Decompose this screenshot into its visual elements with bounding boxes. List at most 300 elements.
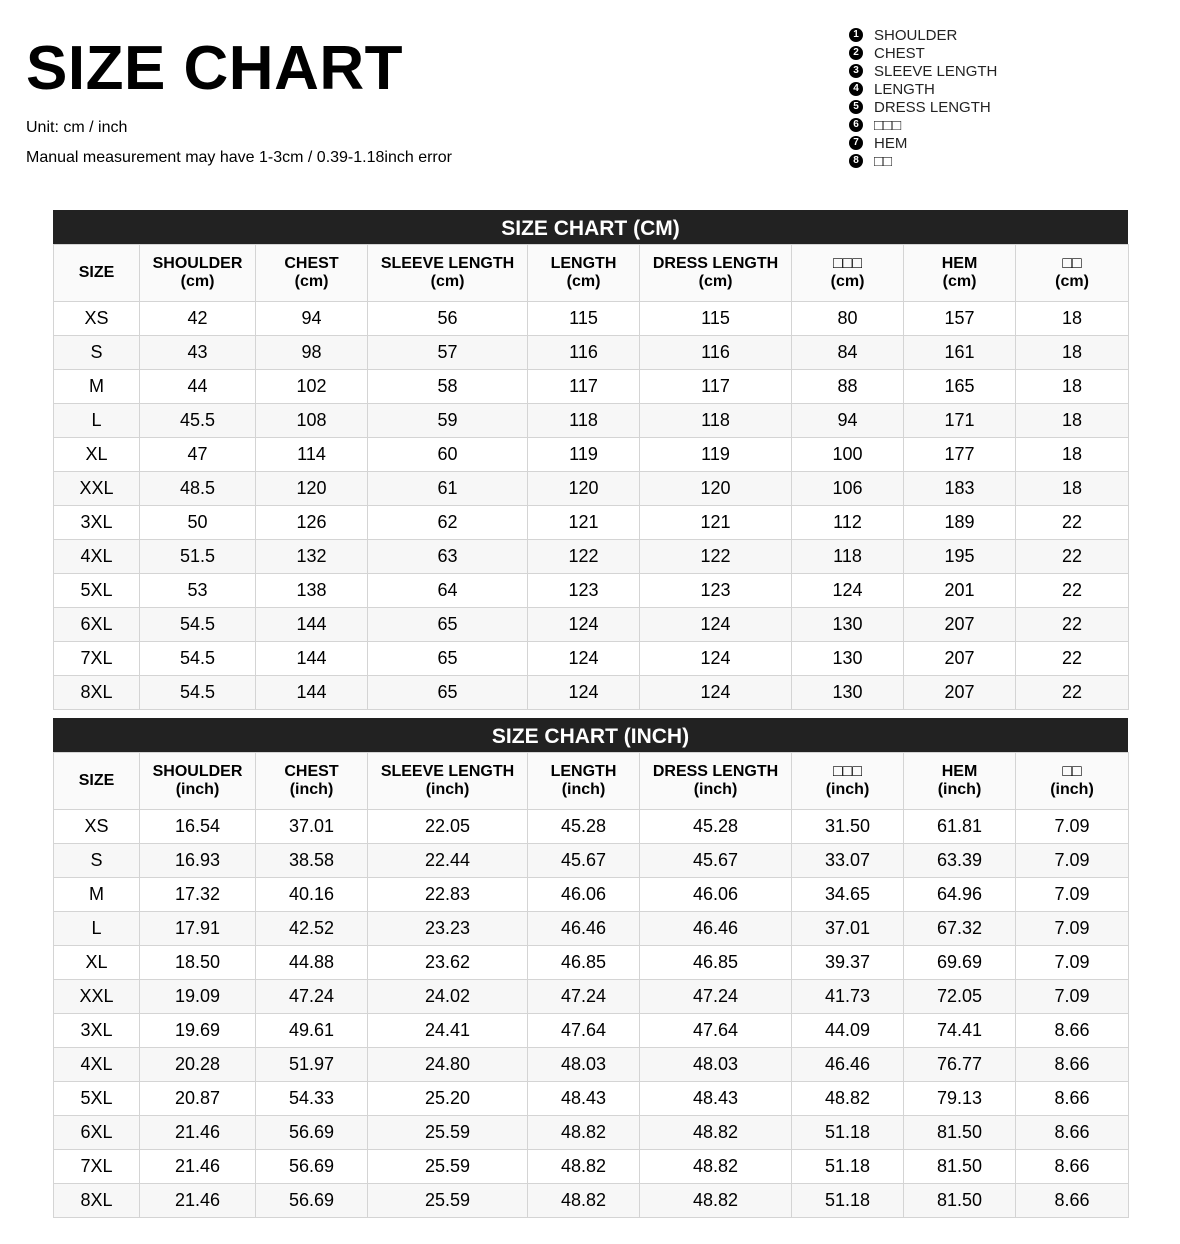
legend-label: DRESS LENGTH bbox=[874, 98, 991, 116]
measurement-note: Manual measurement may have 1-3cm / 0.39-1.18inch error bbox=[26, 149, 452, 166]
table-cell: 81.50 bbox=[904, 1184, 1016, 1218]
table-row bbox=[54, 946, 1129, 980]
legend-item bbox=[849, 98, 997, 116]
size-cell: M bbox=[54, 878, 140, 912]
table-cell: 65 bbox=[368, 676, 528, 710]
legend-item bbox=[849, 116, 997, 134]
table-cell: 65 bbox=[368, 642, 528, 676]
column-header bbox=[528, 245, 640, 302]
table-cell: 16.93 bbox=[140, 844, 256, 878]
legend-label: SHOULDER bbox=[874, 26, 958, 44]
table-cell: 47.24 bbox=[256, 980, 368, 1014]
table-cell: 108 bbox=[256, 404, 368, 438]
table-cell: 123 bbox=[528, 574, 640, 608]
table-cell: 48.82 bbox=[528, 1150, 640, 1184]
table-cell: 48.82 bbox=[528, 1116, 640, 1150]
table-cell: 25.20 bbox=[368, 1082, 528, 1116]
table-cell: 94 bbox=[256, 302, 368, 336]
table-cell: 38.58 bbox=[256, 844, 368, 878]
table-cell: 94 bbox=[792, 404, 904, 438]
table-cell: 60 bbox=[368, 438, 528, 472]
table-cell: 45.67 bbox=[640, 844, 792, 878]
column-header bbox=[792, 245, 904, 302]
column-header-unit: (cm) bbox=[698, 273, 733, 290]
table-row bbox=[54, 1116, 1129, 1150]
table-cell: 46.06 bbox=[528, 878, 640, 912]
table-cell: 22 bbox=[1016, 540, 1129, 574]
table-cell: 54.5 bbox=[140, 642, 256, 676]
table-cell: 22 bbox=[1016, 608, 1129, 642]
column-header bbox=[640, 753, 792, 810]
legend-label: CHEST bbox=[874, 44, 925, 62]
table-cell: 22 bbox=[1016, 642, 1129, 676]
table-cell: 48.5 bbox=[140, 472, 256, 506]
number-6-icon: 6 bbox=[849, 118, 863, 132]
table-cell: 8.66 bbox=[1016, 1150, 1129, 1184]
column-header-unit: (inch) bbox=[561, 781, 606, 798]
column-header-unit: (cm) bbox=[566, 273, 601, 290]
size-cell: XXL bbox=[54, 980, 140, 1014]
table-cell: 56.69 bbox=[256, 1116, 368, 1150]
size-cell: 4XL bbox=[54, 1048, 140, 1082]
table-cell: 98 bbox=[256, 336, 368, 370]
table-cell: 63 bbox=[368, 540, 528, 574]
table-cell: 56.69 bbox=[256, 1150, 368, 1184]
size-cell: 3XL bbox=[54, 506, 140, 540]
table-cell: 45.5 bbox=[140, 404, 256, 438]
column-header-label: CHEST bbox=[284, 763, 339, 780]
size-chart-inch-section bbox=[53, 718, 1128, 1218]
table-cell: 61 bbox=[368, 472, 528, 506]
column-header-unit: (cm) bbox=[830, 273, 865, 290]
table-cell: 46.85 bbox=[528, 946, 640, 980]
size-cell: L bbox=[54, 912, 140, 946]
table-cell: 8.66 bbox=[1016, 1116, 1129, 1150]
table-cell: 114 bbox=[256, 438, 368, 472]
table-cell: 22.44 bbox=[368, 844, 528, 878]
table-row bbox=[54, 1184, 1129, 1218]
column-header-unit: (cm) bbox=[180, 273, 215, 290]
table-cell: 48.43 bbox=[528, 1082, 640, 1116]
table-cell: 24.02 bbox=[368, 980, 528, 1014]
table-cell: 116 bbox=[528, 336, 640, 370]
legend-label: HEM bbox=[874, 134, 908, 152]
table-cell: 41.73 bbox=[792, 980, 904, 1014]
table-cell: 44 bbox=[140, 370, 256, 404]
size-cell: S bbox=[54, 844, 140, 878]
table-cell: 106 bbox=[792, 472, 904, 506]
table-cell: 100 bbox=[792, 438, 904, 472]
table-row bbox=[54, 370, 1129, 404]
column-header bbox=[792, 753, 904, 810]
legend-item bbox=[849, 134, 997, 152]
column-header-label: LENGTH bbox=[550, 255, 617, 272]
unit-note: Unit: cm / inch bbox=[26, 119, 128, 136]
number-3-icon: 3 bbox=[849, 64, 863, 78]
table-cell: 8.66 bbox=[1016, 1184, 1129, 1218]
table-cell: 48.82 bbox=[528, 1184, 640, 1218]
column-header bbox=[1016, 753, 1129, 810]
column-header-unit: (inch) bbox=[693, 781, 738, 798]
table-cell: 51.18 bbox=[792, 1150, 904, 1184]
table-cell: 48.43 bbox=[640, 1082, 792, 1116]
number-8-icon: 8 bbox=[849, 154, 863, 168]
table-cell: 7.09 bbox=[1016, 912, 1129, 946]
table-cell: 31.50 bbox=[792, 810, 904, 844]
table-cell: 18.50 bbox=[140, 946, 256, 980]
table-cell: 18 bbox=[1016, 404, 1129, 438]
column-header-label: SIZE bbox=[78, 264, 115, 281]
table-cell: 22.83 bbox=[368, 878, 528, 912]
legend-item bbox=[849, 62, 997, 80]
table-cell: 51.18 bbox=[792, 1184, 904, 1218]
table-cell: 165 bbox=[904, 370, 1016, 404]
table-cell: 117 bbox=[640, 370, 792, 404]
table-cell: 34.65 bbox=[792, 878, 904, 912]
table-cell: 130 bbox=[792, 676, 904, 710]
table-cell: 59 bbox=[368, 404, 528, 438]
table-cell: 88 bbox=[792, 370, 904, 404]
table-cell: 201 bbox=[904, 574, 1016, 608]
table-cell: 54.33 bbox=[256, 1082, 368, 1116]
table-cell: 22 bbox=[1016, 676, 1129, 710]
table-cell: 51.18 bbox=[792, 1116, 904, 1150]
table-cell: 124 bbox=[640, 642, 792, 676]
table-cell: 24.80 bbox=[368, 1048, 528, 1082]
size-cell: 6XL bbox=[54, 608, 140, 642]
table-cell: 47.64 bbox=[640, 1014, 792, 1048]
table-cell: 17.32 bbox=[140, 878, 256, 912]
column-header bbox=[140, 753, 256, 810]
table-cell: 54.5 bbox=[140, 676, 256, 710]
table-cell: 22.05 bbox=[368, 810, 528, 844]
legend-item bbox=[849, 26, 997, 44]
column-header-unit: (inch) bbox=[1050, 781, 1094, 798]
table-header-row bbox=[54, 245, 1129, 302]
column-header-unit: (cm) bbox=[942, 273, 977, 290]
column-header-label: SIZE bbox=[78, 772, 115, 789]
table-cell: 18 bbox=[1016, 336, 1129, 370]
table-cell: 177 bbox=[904, 438, 1016, 472]
table-cell: 46.46 bbox=[528, 912, 640, 946]
table-cell: 117 bbox=[528, 370, 640, 404]
table-cell: 76.77 bbox=[904, 1048, 1016, 1082]
column-header-label: □□□ bbox=[833, 763, 862, 780]
table-cell: 56 bbox=[368, 302, 528, 336]
column-header-label: HEM bbox=[941, 255, 978, 272]
table-cell: 124 bbox=[792, 574, 904, 608]
legend-label: SLEEVE LENGTH bbox=[874, 62, 998, 80]
table-cell: 81.50 bbox=[904, 1150, 1016, 1184]
table-row bbox=[54, 608, 1129, 642]
column-header-label: DRESS LENGTH bbox=[652, 763, 779, 780]
table-cell: 48.82 bbox=[640, 1116, 792, 1150]
legend-label: □□□ bbox=[874, 116, 902, 134]
table-cell: 22 bbox=[1016, 574, 1129, 608]
table-row bbox=[54, 642, 1129, 676]
table-cell: 189 bbox=[904, 506, 1016, 540]
column-header-label: HEM bbox=[941, 763, 978, 780]
table-cell: 124 bbox=[640, 676, 792, 710]
size-cell: 7XL bbox=[54, 642, 140, 676]
table-cell: 7.09 bbox=[1016, 844, 1129, 878]
table-row bbox=[54, 912, 1129, 946]
size-cell: 8XL bbox=[54, 676, 140, 710]
table-cell: 21.46 bbox=[140, 1184, 256, 1218]
number-2-icon: 2 bbox=[849, 46, 863, 60]
table-row bbox=[54, 1014, 1129, 1048]
table-cell: 80 bbox=[792, 302, 904, 336]
measurement-legend bbox=[849, 26, 997, 170]
column-header-label: LENGTH bbox=[550, 763, 617, 780]
table-cell: 115 bbox=[640, 302, 792, 336]
size-cell: XL bbox=[54, 438, 140, 472]
table-cell: 20.87 bbox=[140, 1082, 256, 1116]
table-cell: 144 bbox=[256, 642, 368, 676]
table-cell: 8.66 bbox=[1016, 1048, 1129, 1082]
table-cell: 21.46 bbox=[140, 1150, 256, 1184]
table-cell: 195 bbox=[904, 540, 1016, 574]
table-cell: 124 bbox=[640, 608, 792, 642]
column-header-unit: (inch) bbox=[175, 781, 220, 798]
table-cell: 37.01 bbox=[792, 912, 904, 946]
column-header-unit: (inch) bbox=[425, 781, 470, 798]
table-row bbox=[54, 540, 1129, 574]
size-cell: 5XL bbox=[54, 1082, 140, 1116]
table-cell: 46.85 bbox=[640, 946, 792, 980]
table-cell: 7.09 bbox=[1016, 980, 1129, 1014]
table-cell: 7.09 bbox=[1016, 878, 1129, 912]
table-row bbox=[54, 1150, 1129, 1184]
table-cell: 16.54 bbox=[140, 810, 256, 844]
size-cell: XS bbox=[54, 810, 140, 844]
table-row bbox=[54, 506, 1129, 540]
table-cell: 24.41 bbox=[368, 1014, 528, 1048]
table-cell: 19.09 bbox=[140, 980, 256, 1014]
size-chart-cm-section bbox=[53, 210, 1128, 710]
table-cell: 25.59 bbox=[368, 1184, 528, 1218]
table-cell: 124 bbox=[528, 608, 640, 642]
table-cell: 67.32 bbox=[904, 912, 1016, 946]
table-cell: 132 bbox=[256, 540, 368, 574]
table-row bbox=[54, 844, 1129, 878]
table-cell: 47 bbox=[140, 438, 256, 472]
table-cell: 42 bbox=[140, 302, 256, 336]
table-cell: 69.69 bbox=[904, 946, 1016, 980]
table-cell: 8.66 bbox=[1016, 1082, 1129, 1116]
table-row bbox=[54, 574, 1129, 608]
column-header-unit: (cm) bbox=[1055, 273, 1089, 290]
table-cell: 18 bbox=[1016, 302, 1129, 336]
table-cell: 48.03 bbox=[640, 1048, 792, 1082]
table-cell: 18 bbox=[1016, 370, 1129, 404]
page-title: SIZE CHART bbox=[26, 34, 403, 103]
table-cell: 62 bbox=[368, 506, 528, 540]
table-cell: 126 bbox=[256, 506, 368, 540]
table-cell: 123 bbox=[640, 574, 792, 608]
table-cell: 8.66 bbox=[1016, 1014, 1129, 1048]
size-cell: XL bbox=[54, 946, 140, 980]
table-cell: 64 bbox=[368, 574, 528, 608]
table-cell: 171 bbox=[904, 404, 1016, 438]
table-cell: 115 bbox=[528, 302, 640, 336]
table-cell: 122 bbox=[640, 540, 792, 574]
table-cell: 40.16 bbox=[256, 878, 368, 912]
table-row bbox=[54, 810, 1129, 844]
table-cell: 144 bbox=[256, 608, 368, 642]
table-cell: 207 bbox=[904, 676, 1016, 710]
number-7-icon: 7 bbox=[849, 136, 863, 150]
table-cell: 53 bbox=[140, 574, 256, 608]
size-chart-cm-table bbox=[53, 244, 1129, 710]
table-cell: 65 bbox=[368, 608, 528, 642]
table-cell: 48.82 bbox=[640, 1150, 792, 1184]
table-cell: 120 bbox=[640, 472, 792, 506]
table-cell: 48.82 bbox=[640, 1184, 792, 1218]
table-cell: 64.96 bbox=[904, 878, 1016, 912]
table-row bbox=[54, 438, 1129, 472]
table-cell: 21.46 bbox=[140, 1116, 256, 1150]
table-cell: 118 bbox=[792, 540, 904, 574]
table-cell: 118 bbox=[640, 404, 792, 438]
table-cell: 49.61 bbox=[256, 1014, 368, 1048]
table-cell: 22 bbox=[1016, 506, 1129, 540]
table-cell: 25.59 bbox=[368, 1150, 528, 1184]
table-cell: 124 bbox=[528, 642, 640, 676]
column-header bbox=[640, 245, 792, 302]
size-cell: 5XL bbox=[54, 574, 140, 608]
size-cell: L bbox=[54, 404, 140, 438]
column-header-label: DRESS LENGTH bbox=[652, 255, 779, 272]
table-cell: 18 bbox=[1016, 438, 1129, 472]
table-row bbox=[54, 980, 1129, 1014]
table-cell: 18 bbox=[1016, 472, 1129, 506]
table-cell: 47.24 bbox=[640, 980, 792, 1014]
table-row bbox=[54, 404, 1129, 438]
column-header-unit: (cm) bbox=[430, 273, 465, 290]
size-chart-inch-table bbox=[53, 752, 1129, 1218]
table-cell: 207 bbox=[904, 608, 1016, 642]
column-header bbox=[140, 245, 256, 302]
table-cell: 157 bbox=[904, 302, 1016, 336]
column-header bbox=[256, 245, 368, 302]
size-cell: 6XL bbox=[54, 1116, 140, 1150]
table-cell: 37.01 bbox=[256, 810, 368, 844]
column-header bbox=[904, 753, 1016, 810]
column-header bbox=[1016, 245, 1129, 302]
table-cell: 118 bbox=[528, 404, 640, 438]
table-cell: 84 bbox=[792, 336, 904, 370]
table-cell: 48.82 bbox=[792, 1082, 904, 1116]
size-cell: 4XL bbox=[54, 540, 140, 574]
table-row bbox=[54, 336, 1129, 370]
table-cell: 74.41 bbox=[904, 1014, 1016, 1048]
table-cell: 25.59 bbox=[368, 1116, 528, 1150]
table-cell: 130 bbox=[792, 642, 904, 676]
column-header bbox=[368, 753, 528, 810]
column-header-unit: (inch) bbox=[289, 781, 334, 798]
table-cell: 48.03 bbox=[528, 1048, 640, 1082]
table-cell: 51.5 bbox=[140, 540, 256, 574]
table-row bbox=[54, 878, 1129, 912]
table-row bbox=[54, 302, 1129, 336]
table-row bbox=[54, 1082, 1129, 1116]
table-row bbox=[54, 676, 1129, 710]
table-cell: 112 bbox=[792, 506, 904, 540]
table-cell: 119 bbox=[640, 438, 792, 472]
table-cell: 183 bbox=[904, 472, 1016, 506]
column-header-label: SLEEVE LENGTH bbox=[380, 255, 515, 272]
table-cell: 45.28 bbox=[528, 810, 640, 844]
column-header bbox=[54, 753, 140, 810]
table-cell: 138 bbox=[256, 574, 368, 608]
table-cell: 42.52 bbox=[256, 912, 368, 946]
size-chart-inch-title: SIZE CHART (INCH) bbox=[53, 718, 1128, 752]
number-1-icon: 1 bbox=[849, 28, 863, 42]
table-cell: 57 bbox=[368, 336, 528, 370]
legend-item bbox=[849, 44, 997, 62]
column-header bbox=[904, 245, 1016, 302]
column-header-label: CHEST bbox=[284, 255, 339, 272]
table-cell: 43 bbox=[140, 336, 256, 370]
column-header bbox=[54, 245, 140, 302]
column-header-unit: (inch) bbox=[937, 781, 982, 798]
table-cell: 33.07 bbox=[792, 844, 904, 878]
table-cell: 121 bbox=[640, 506, 792, 540]
legend-item bbox=[849, 152, 997, 170]
table-cell: 17.91 bbox=[140, 912, 256, 946]
column-header-label: SLEEVE LENGTH bbox=[380, 763, 515, 780]
number-4-icon: 4 bbox=[849, 82, 863, 96]
table-cell: 51.97 bbox=[256, 1048, 368, 1082]
table-cell: 23.62 bbox=[368, 946, 528, 980]
table-cell: 207 bbox=[904, 642, 1016, 676]
table-cell: 72.05 bbox=[904, 980, 1016, 1014]
size-cell: XXL bbox=[54, 472, 140, 506]
column-header-unit: (inch) bbox=[825, 781, 870, 798]
legend-item bbox=[849, 80, 997, 98]
table-cell: 44.09 bbox=[792, 1014, 904, 1048]
table-row bbox=[54, 1048, 1129, 1082]
table-cell: 44.88 bbox=[256, 946, 368, 980]
table-cell: 46.46 bbox=[792, 1048, 904, 1082]
table-cell: 19.69 bbox=[140, 1014, 256, 1048]
number-5-icon: 5 bbox=[849, 100, 863, 114]
table-cell: 81.50 bbox=[904, 1116, 1016, 1150]
size-cell: 3XL bbox=[54, 1014, 140, 1048]
table-cell: 120 bbox=[528, 472, 640, 506]
table-cell: 47.64 bbox=[528, 1014, 640, 1048]
table-cell: 130 bbox=[792, 608, 904, 642]
table-cell: 46.06 bbox=[640, 878, 792, 912]
table-cell: 116 bbox=[640, 336, 792, 370]
size-cell: XS bbox=[54, 302, 140, 336]
table-cell: 144 bbox=[256, 676, 368, 710]
table-cell: 45.67 bbox=[528, 844, 640, 878]
table-cell: 54.5 bbox=[140, 608, 256, 642]
column-header-unit: (cm) bbox=[294, 273, 329, 290]
table-header-row bbox=[54, 753, 1129, 810]
table-cell: 61.81 bbox=[904, 810, 1016, 844]
size-cell: 8XL bbox=[54, 1184, 140, 1218]
table-cell: 47.24 bbox=[528, 980, 640, 1014]
legend-label: □□ bbox=[874, 152, 893, 170]
column-header-label: □□□ bbox=[833, 255, 862, 272]
table-cell: 50 bbox=[140, 506, 256, 540]
legend-label: LENGTH bbox=[874, 80, 935, 98]
column-header bbox=[528, 753, 640, 810]
column-header-label: SHOULDER bbox=[152, 763, 243, 780]
